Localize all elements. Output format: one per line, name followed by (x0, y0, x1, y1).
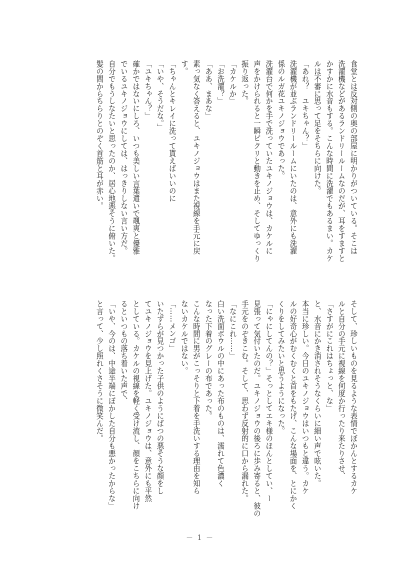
text-line: ルの好奇心がむくむくと首をもたげ、こんな場面を、とにかく (289, 300, 299, 510)
text-line: 本当に珍しい。今日のユキノジョウはいつもと違う。カケ (301, 300, 311, 495)
text-line: 「ユキちゃん？」 (144, 60, 154, 120)
text-line: そして、珍しいものを見るような表情でぼかんとするカケ (350, 300, 359, 495)
text-line: 係のルガ花ユキノジョウであった。 (277, 60, 287, 180)
bottom-text-block (40, 300, 360, 525)
text-line: 「さすがにこれはちょっと、な」 (325, 300, 335, 413)
text-line: 「あれ？ ユキちゃん？」 (301, 60, 311, 150)
text-line: と、水音にかき消されそうなくらいに細い声で呟いた。 (313, 300, 323, 487)
text-line: 確かではないにしろ、いつも美しい言葉遣いで颯爽と優雅 (132, 60, 142, 255)
text-line: としている。カケルの視線を軽く受け流し、顔をこちらに向け (132, 300, 142, 510)
text-line: 洗濯台で何かを手で洗っていたユキノジョウは、カケルに (265, 60, 275, 255)
text-line: てユキノジョウを見上げた。ユキノジョウは、意外にも平然 (144, 300, 154, 502)
text-line: るといつもの落ち着いた声で、 (120, 300, 130, 405)
text-line: 洗濯機などがあるランドリールームなのだが、耳をすますと (337, 60, 347, 262)
text-line: 声をかけられると一瞬ビクリと動きを止め、そしてゆっくり (253, 60, 263, 262)
text-line: かすかに水音もする。こんな時間に洗濯でもあるまい。カケ (325, 60, 335, 262)
text-line: こんな時間に男がこっそりと下着を手洗いする理由を知ら (192, 300, 202, 495)
text-line: す。 (180, 60, 190, 75)
text-line: 洗濯機が並ぶランドリールームにいたのは、意外にも洗濯 (289, 60, 299, 255)
text-line: 食堂とは反対側の奥の部屋に明かりがついている。そこは (350, 60, 359, 255)
text-line: 「ちゃんとキレイに洗って貰えばいいのに (168, 60, 178, 203)
text-line: 「お洗濯？」 (216, 60, 226, 105)
text-line: 「にゃにしてんの？」そっとしてエキ様のほんとしてい、ー (265, 300, 275, 502)
text-line: 「カケルか」 (229, 60, 239, 105)
text-line: 素っ気なく答えると、ユキノジョウはまた視線を手元に戻 (192, 60, 202, 255)
text-line: でいるユキノジョウにしては、はっきりしない言い方だ。 (120, 60, 130, 255)
text-line: くりをしてみたいと思うようになった。 (277, 300, 287, 435)
text-line: 自分でもうしなたいと思ったのか、居心地悪そうに俯いた。 (108, 60, 118, 262)
text-line: 「いや、そうだな。」 (156, 60, 166, 132)
text-line: 見張って気付いたのだ。ユキノジョウの後ろに歩み寄ると、彼の (253, 300, 263, 517)
text-line: 髪の間からちらりとのぞく首筋と耳が赤い。 (96, 60, 106, 210)
text-line: 「……メンゴ」 (168, 300, 178, 353)
page-number: － 1 － (186, 534, 214, 542)
text-line: なった下着のグレーの布であった。 (204, 300, 214, 420)
text-line: 「ああ、まあな」 (204, 60, 214, 120)
text-line: ないカケルではない。 (180, 300, 190, 375)
top-text-block (40, 60, 360, 285)
text-line: 「いや、今のは、中途半端にぼかした自分も悪かったからな」 (108, 300, 118, 510)
text-line: いたずらが見つかった子供のようにばつの悪そうな顔をし (156, 300, 166, 495)
text-line: 振り返った。 (241, 60, 251, 105)
text-line: 「なにこれ……」 (229, 300, 239, 360)
text-line: ルと自分の手元に視線を何度か行ったり来たりさせ、 (337, 300, 347, 480)
text-line: 白い洗面ボウルの中にあった布のものは、濡れて色濃く (216, 300, 226, 487)
text-line: ルは不審に思って足をそちらに向けた。 (313, 60, 323, 195)
text-line: 手元をのぞきこむ。そして、思わず反射的に口から漏れた。 (241, 300, 251, 502)
text-line: と言って、少し照れくさそうに微笑んだ。 (96, 300, 106, 443)
